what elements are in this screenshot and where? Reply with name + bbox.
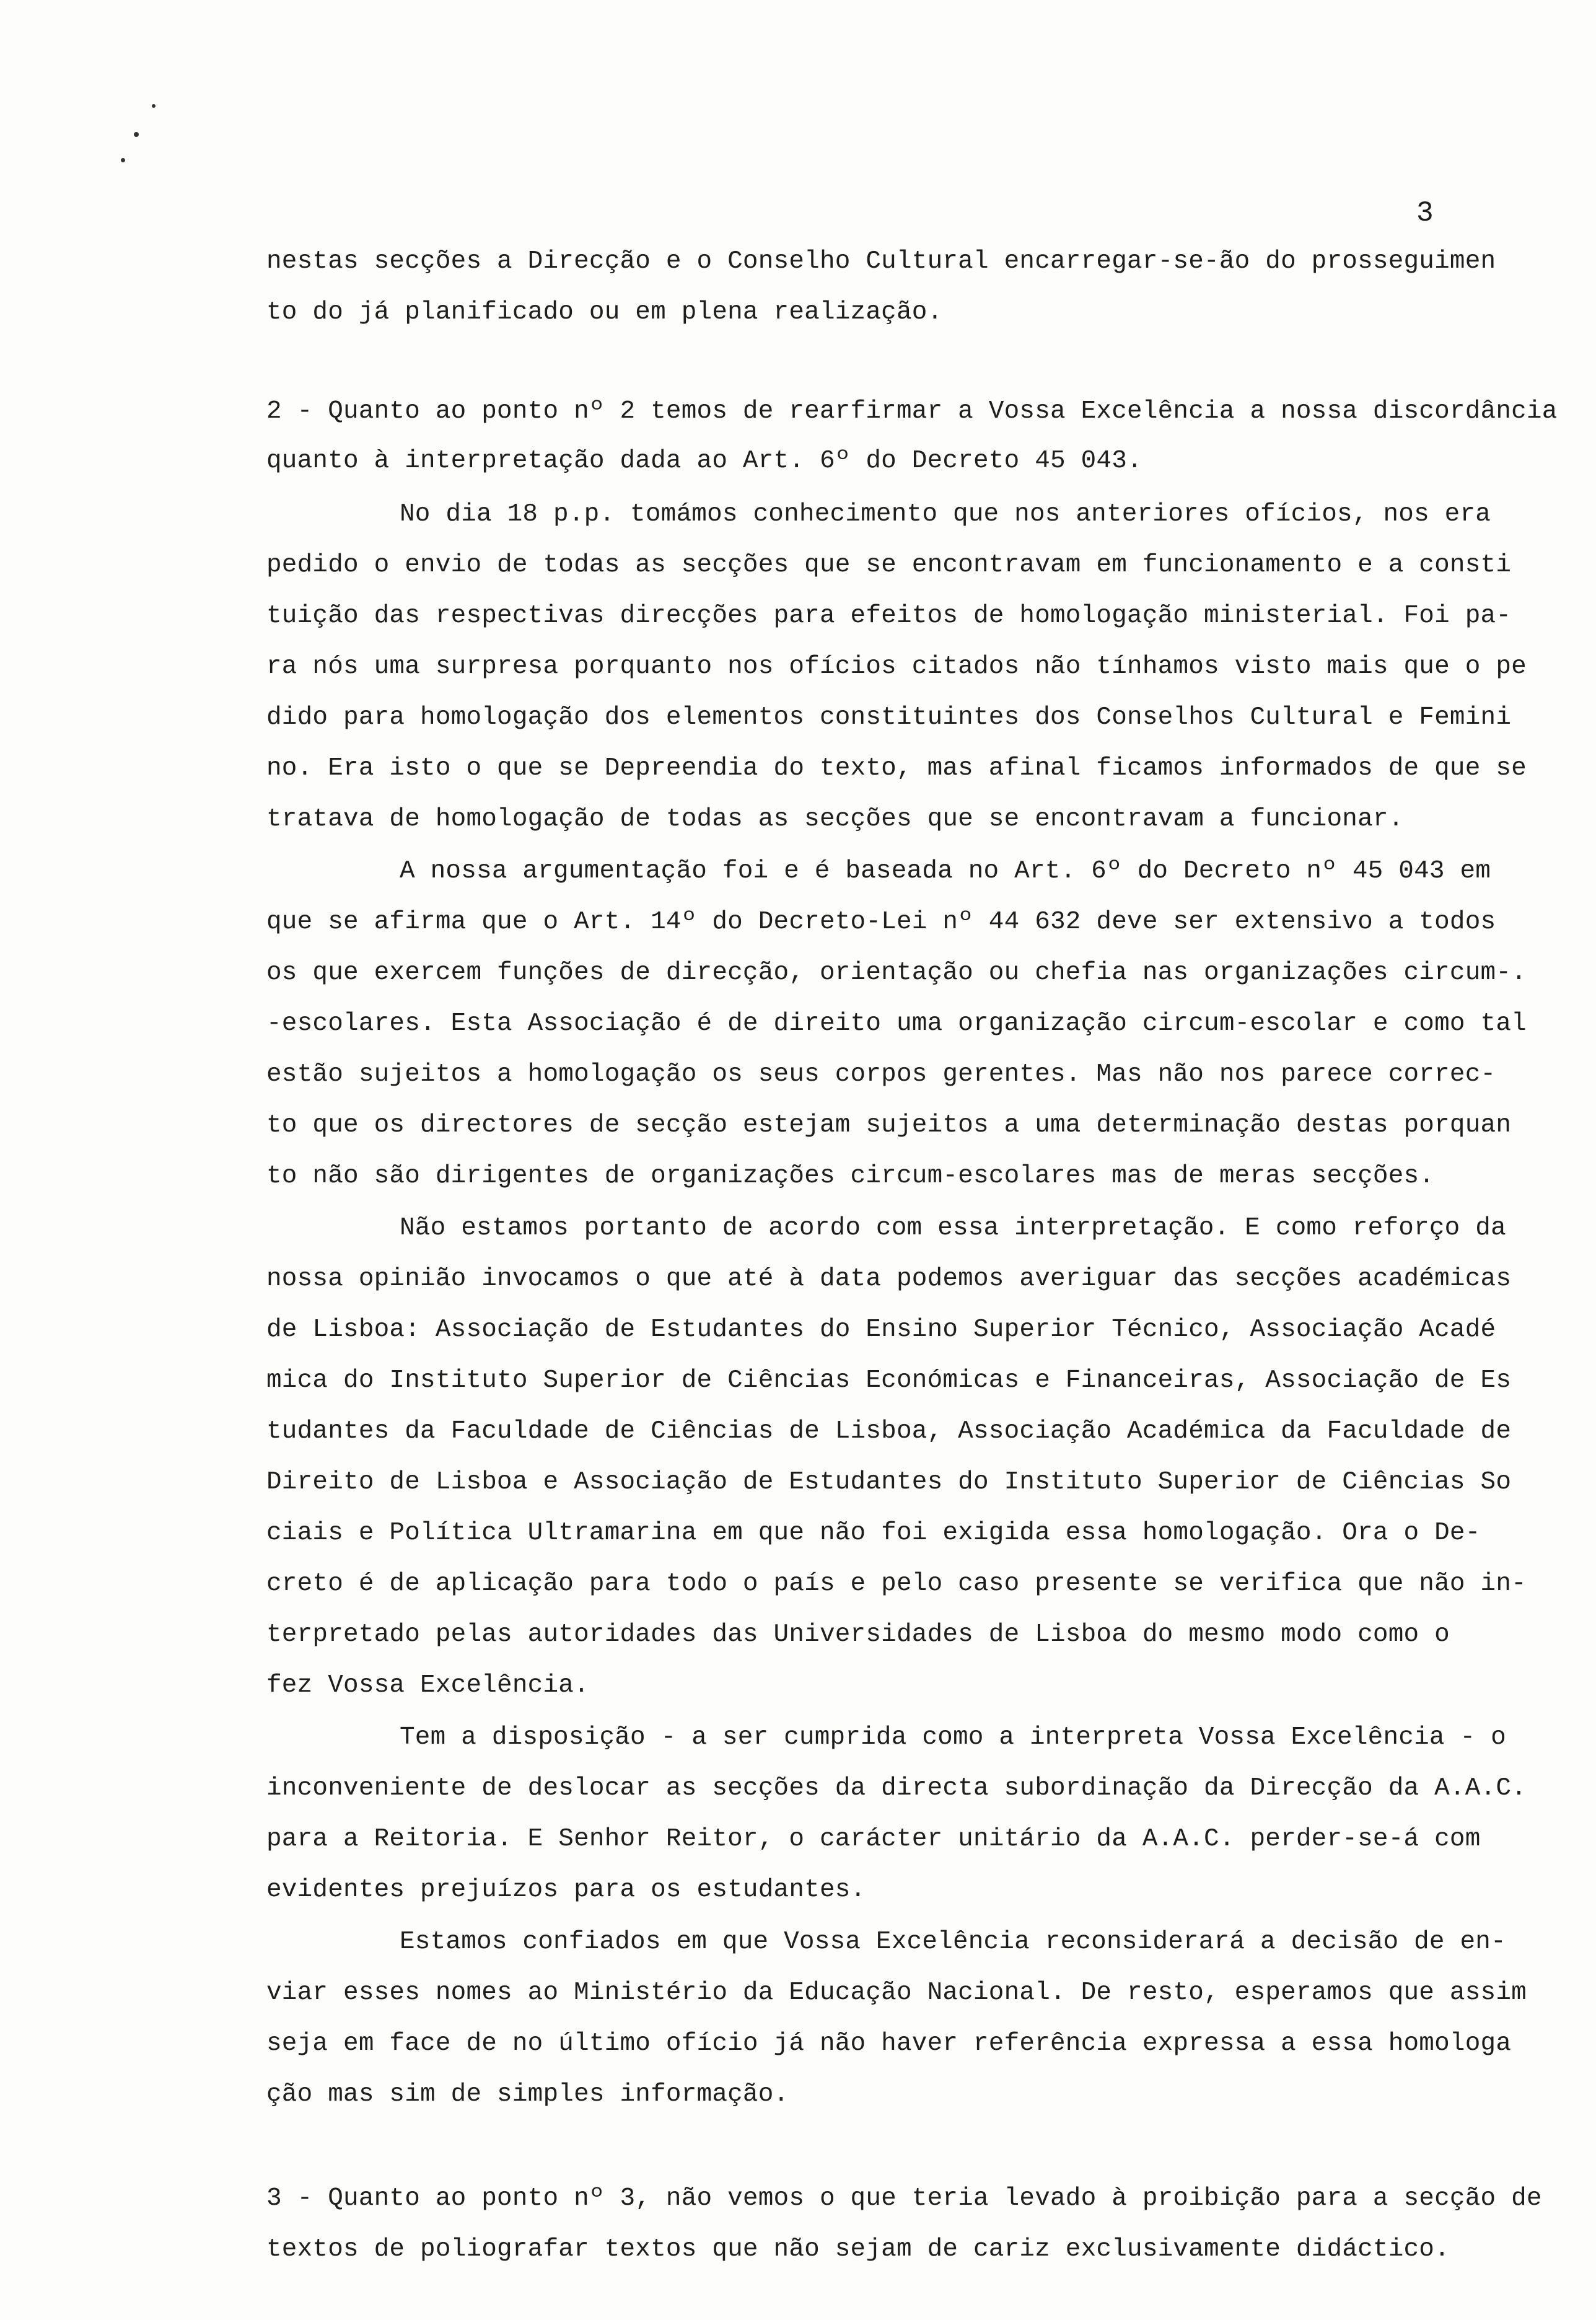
text-line: nestas secções a Direcção e o Conselho Cultural encarregar-se-ão do prosseguimen	[266, 247, 1496, 276]
text-line: dido para homologação dos elementos constituintes dos Conselhos Cultural e Femini	[266, 703, 1512, 732]
text-line: nossa opinião invocamos o que até à data podemos averiguar das secções académicas	[266, 1265, 1512, 1293]
text-line: textos de poliografar textos que não sejam de cariz exclusivamente didáctico.	[266, 2235, 1450, 2264]
text-line: terpretado pelas autoridades das Universidades de Lisboa do mesmo modo como o	[266, 1620, 1450, 1649]
text-line: ciais e Política Ultramarina em que não foi exigida essa homologação. Ora o De-	[266, 1519, 1481, 1547]
text-line: -escolares. Esta Associação é de direito uma organização circum-escolar e como tal	[266, 1009, 1527, 1038]
text-line: evidentes prejuízos para os estudantes.	[266, 1876, 866, 1904]
text-line: 2 - Quanto ao ponto nº 2 temos de rearfirmar a Vossa Excelência a nossa discordância	[266, 397, 1558, 426]
text-line: de Lisboa: Associação de Estudantes do Ensino Superior Técnico, Associação Acadé	[266, 1316, 1496, 1344]
text-line: to do já planificado ou em plena realização.	[266, 298, 943, 327]
text-line: 3 - Quanto ao ponto nº 3, não vemos o que teria levado à proibição para a secção de	[266, 2184, 1542, 2213]
text-line: estão sujeitos a homologação os seus corpos gerentes. Mas não nos parece correc-	[266, 1060, 1496, 1089]
text-line: no. Era isto o que se Depreendia do texto, mas afinal ficamos informados de que se	[266, 754, 1527, 783]
text-line: que se afirma que o Art. 14º do Decreto-Lei nº 44 632 deve ser extensivo a todos	[266, 908, 1496, 936]
text-line: viar esses nomes ao Ministério da Educação Nacional. De resto, esperamos que assim	[266, 1979, 1527, 2007]
text-line: Estamos confiados em que Vossa Excelência reconsiderará a decisão de en-	[400, 1928, 1506, 1956]
text-line: tratava de homologação de todas as secções que se encontravam a funcionar.	[266, 805, 1404, 833]
text-line: to que os directores de secção estejam sujeitos a uma determinação destas porquan	[266, 1111, 1512, 1140]
text-line: Não estamos portanto de acordo com essa interpretação. E como reforço da	[400, 1214, 1506, 1242]
text-line: tudantes da Faculdade de Ciências de Lisboa, Associação Académica da Faculdade de	[266, 1417, 1512, 1446]
text-line: creto é de aplicação para todo o país e pelo caso presente se verifica que não in-	[266, 1570, 1527, 1598]
text-line: Tem a disposição - a ser cumprida como a interpreta Vossa Excelência - o	[400, 1723, 1506, 1752]
margin-mark	[121, 158, 125, 162]
text-line: tuição das respectivas direcções para efeitos de homologação ministerial. Foi pa-	[266, 602, 1512, 630]
text-line: fez Vossa Excelência.	[266, 1671, 589, 1700]
text-line: Direito de Lisboa e Associação de Estudantes do Instituto Superior de Ciências So	[266, 1468, 1512, 1496]
text-line: seja em face de no último ofício já não haver referência expressa a essa homologa	[266, 2029, 1512, 2058]
text-line: to não são dirigentes de organizações circum-escolares mas de meras secções.	[266, 1162, 1435, 1190]
text-line: mica do Instituto Superior de Ciências Económicas e Financeiras, Associação de Es	[266, 1366, 1512, 1395]
text-line: No dia 18 p.p. tomámos conhecimento que nos anteriores ofícios, nos era	[400, 500, 1491, 529]
text-line: os que exercem funções de direcção, orientação ou chefia nas organizações circum-.	[266, 959, 1527, 987]
page-number: 3	[1416, 197, 1434, 229]
margin-mark	[152, 104, 156, 108]
text-line: pedido o envio de todas as secções que se encontravam em funcionamento e a consti	[266, 551, 1512, 579]
text-line: A nossa argumentação foi e é baseada no Art. 6º do Decreto nº 45 043 em	[400, 857, 1491, 885]
text-line: inconveniente de deslocar as secções da directa subordinação da Direcção da A.A.C.	[266, 1774, 1527, 1803]
margin-mark	[134, 132, 139, 137]
text-line: para a Reitoria. E Senhor Reitor, o carácter unitário da A.A.C. perder-se-á com	[266, 1825, 1481, 1853]
text-line: quanto à interpretação dada ao Art. 6º do Decreto 45 043.	[266, 447, 1142, 475]
text-line: ra nós uma surpresa porquanto nos ofícios citados não tínhamos visto mais que o pe	[266, 652, 1527, 681]
text-line: ção mas sim de simples informação.	[266, 2080, 789, 2109]
